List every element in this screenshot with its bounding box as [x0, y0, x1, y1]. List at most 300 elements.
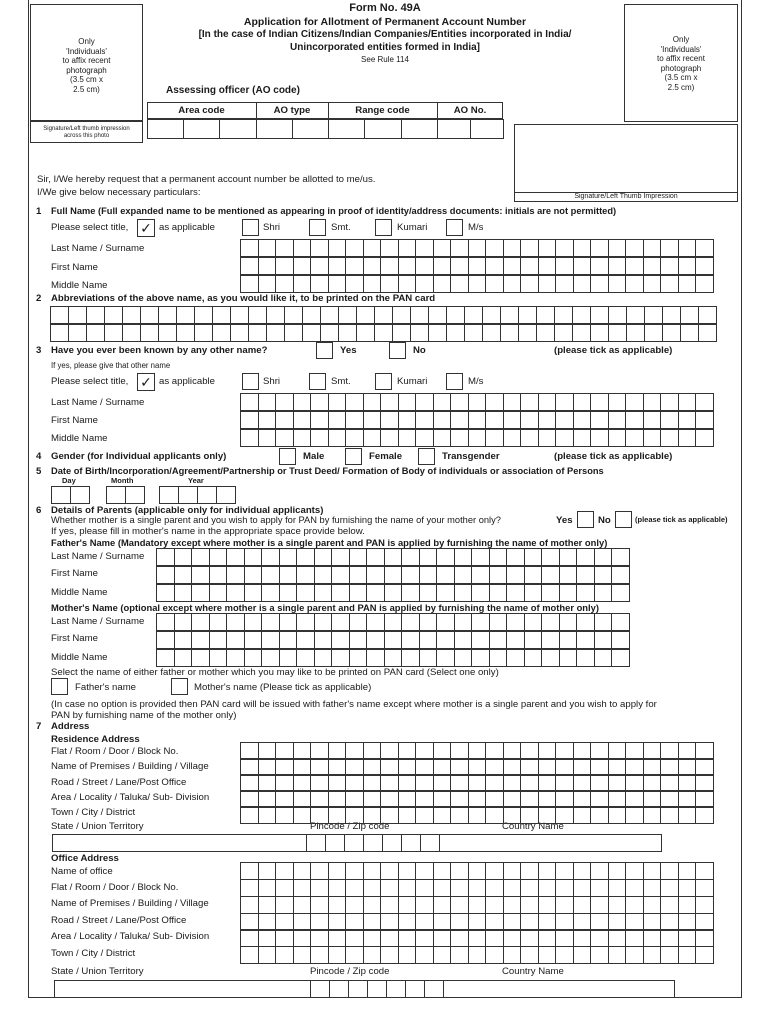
char-cell[interactable]	[402, 649, 420, 667]
char-cell[interactable]	[241, 257, 259, 275]
char-cell[interactable]	[385, 584, 403, 602]
other-middle-name-boxes[interactable]	[240, 429, 714, 447]
char-cell[interactable]	[402, 584, 420, 602]
char-cell[interactable]	[626, 806, 644, 824]
char-cell[interactable]	[367, 631, 385, 649]
char-cell[interactable]	[434, 429, 452, 447]
char-cell[interactable]	[696, 411, 714, 429]
char-cell[interactable]	[241, 879, 259, 897]
other-name-no-checkbox[interactable]	[389, 342, 406, 359]
char-cell[interactable]	[627, 324, 645, 342]
char-cell[interactable]	[311, 429, 329, 447]
char-cell[interactable]	[311, 879, 329, 897]
char-cell[interactable]	[661, 879, 679, 897]
char-cell[interactable]	[385, 548, 403, 566]
char-cell[interactable]	[245, 631, 263, 649]
gender-transgender-checkbox[interactable]	[418, 448, 435, 465]
char-cell[interactable]	[612, 613, 630, 631]
char-cell[interactable]	[280, 548, 298, 566]
char-cell[interactable]	[609, 239, 627, 257]
char-cell[interactable]	[696, 896, 714, 914]
char-cell[interactable]	[329, 257, 347, 275]
char-cell[interactable]	[192, 613, 210, 631]
char-cell[interactable]	[175, 548, 193, 566]
char-cell[interactable]	[416, 946, 434, 964]
mother-last-name-boxes[interactable]	[156, 613, 630, 631]
char-cell[interactable]	[504, 896, 522, 914]
char-cell[interactable]	[612, 631, 630, 649]
char-cell[interactable]	[420, 584, 438, 602]
char-cell[interactable]	[595, 649, 613, 667]
char-cell[interactable]	[346, 393, 364, 411]
char-cell[interactable]	[241, 896, 259, 914]
char-cell[interactable]	[577, 649, 595, 667]
char-cell[interactable]	[364, 806, 382, 824]
char-cell[interactable]	[294, 429, 312, 447]
char-cell[interactable]	[455, 584, 473, 602]
char-cell[interactable]	[411, 324, 429, 342]
char-cell[interactable]	[577, 613, 595, 631]
char-cell[interactable]	[521, 239, 539, 257]
char-cell[interactable]	[399, 393, 417, 411]
char-cell[interactable]	[539, 429, 557, 447]
char-cell[interactable]	[381, 862, 399, 880]
char-cell[interactable]	[177, 306, 195, 324]
char-cell[interactable]	[210, 584, 228, 602]
char-cell[interactable]	[385, 649, 403, 667]
char-cell[interactable]	[245, 566, 263, 584]
char-cell[interactable]	[276, 257, 294, 275]
char-cell[interactable]	[364, 257, 382, 275]
char-cell[interactable]	[364, 239, 382, 257]
char-cell[interactable]	[399, 946, 417, 964]
char-cell[interactable]	[504, 862, 522, 880]
char-cell[interactable]	[297, 548, 315, 566]
char-cell[interactable]	[105, 324, 123, 342]
char-cell[interactable]	[627, 306, 645, 324]
char-cell[interactable]	[51, 306, 69, 324]
office-area-boxes[interactable]	[240, 929, 714, 947]
char-cell[interactable]	[402, 613, 420, 631]
char-cell[interactable]	[539, 239, 557, 257]
char-cell[interactable]	[210, 631, 228, 649]
char-cell[interactable]	[420, 649, 438, 667]
char-cell[interactable]	[525, 649, 543, 667]
char-cell[interactable]	[259, 862, 277, 880]
char-cell[interactable]	[437, 548, 455, 566]
char-cell[interactable]	[346, 257, 364, 275]
char-cell[interactable]	[609, 806, 627, 824]
char-cell[interactable]	[490, 566, 508, 584]
char-cell[interactable]	[504, 239, 522, 257]
char-cell[interactable]	[560, 584, 578, 602]
char-cell[interactable]	[332, 631, 350, 649]
char-cell[interactable]	[591, 306, 609, 324]
char-cell[interactable]	[315, 649, 333, 667]
office-town-boxes[interactable]	[240, 946, 714, 964]
char-cell[interactable]	[626, 929, 644, 947]
char-cell[interactable]	[157, 631, 175, 649]
char-cell[interactable]	[661, 257, 679, 275]
char-cell[interactable]	[241, 929, 259, 947]
char-cell[interactable]	[297, 631, 315, 649]
char-cell[interactable]	[612, 548, 630, 566]
char-cell[interactable]	[434, 862, 452, 880]
char-cell[interactable]	[645, 324, 663, 342]
char-cell[interactable]	[280, 649, 298, 667]
char-cell[interactable]	[679, 239, 697, 257]
char-cell[interactable]	[311, 946, 329, 964]
char-cell[interactable]	[696, 239, 714, 257]
char-cell[interactable]	[437, 566, 455, 584]
char-cell[interactable]	[472, 631, 490, 649]
char-cell[interactable]	[591, 393, 609, 411]
char-cell[interactable]	[276, 239, 294, 257]
char-cell[interactable]	[451, 929, 469, 947]
char-cell[interactable]	[192, 631, 210, 649]
char-cell[interactable]	[696, 946, 714, 964]
char-cell[interactable]	[367, 566, 385, 584]
char-cell[interactable]	[537, 324, 555, 342]
char-cell[interactable]	[259, 429, 277, 447]
char-cell[interactable]	[399, 879, 417, 897]
char-cell[interactable]	[420, 631, 438, 649]
char-cell[interactable]	[285, 306, 303, 324]
char-cell[interactable]	[329, 275, 347, 293]
char-cell[interactable]	[437, 631, 455, 649]
char-cell[interactable]	[416, 806, 434, 824]
char-cell[interactable]	[577, 548, 595, 566]
char-cell[interactable]	[367, 649, 385, 667]
dob-year-boxes[interactable]	[159, 486, 236, 504]
char-cell[interactable]	[245, 584, 263, 602]
char-cell[interactable]	[469, 257, 487, 275]
char-cell[interactable]	[469, 275, 487, 293]
char-cell[interactable]	[241, 429, 259, 447]
char-cell[interactable]	[451, 862, 469, 880]
char-cell[interactable]	[259, 946, 277, 964]
char-cell[interactable]	[679, 862, 697, 880]
char-cell[interactable]	[661, 862, 679, 880]
char-cell[interactable]	[626, 393, 644, 411]
char-cell[interactable]	[315, 566, 333, 584]
char-cell[interactable]	[595, 584, 613, 602]
char-cell[interactable]	[490, 649, 508, 667]
char-cell[interactable]	[87, 324, 105, 342]
char-cell[interactable]	[679, 929, 697, 947]
char-cell[interactable]	[367, 548, 385, 566]
char-cell[interactable]	[262, 649, 280, 667]
char-cell[interactable]	[542, 566, 560, 584]
char-cell[interactable]	[175, 566, 193, 584]
char-cell[interactable]	[490, 548, 508, 566]
char-cell[interactable]	[469, 411, 487, 429]
char-cell[interactable]	[375, 324, 393, 342]
char-cell[interactable]	[364, 862, 382, 880]
char-cell[interactable]	[560, 649, 578, 667]
char-cell[interactable]	[679, 257, 697, 275]
char-cell[interactable]	[259, 257, 277, 275]
char-cell[interactable]	[192, 566, 210, 584]
char-cell[interactable]	[591, 879, 609, 897]
char-cell[interactable]	[399, 411, 417, 429]
char-cell[interactable]	[332, 566, 350, 584]
char-cell[interactable]	[626, 429, 644, 447]
char-cell[interactable]	[661, 275, 679, 293]
char-cell[interactable]	[381, 393, 399, 411]
char-cell[interactable]	[609, 324, 627, 342]
char-cell[interactable]	[469, 862, 487, 880]
char-cell[interactable]	[192, 584, 210, 602]
char-cell[interactable]	[402, 566, 420, 584]
char-cell[interactable]	[644, 257, 662, 275]
char-cell[interactable]	[504, 411, 522, 429]
char-cell[interactable]	[609, 275, 627, 293]
char-cell[interactable]	[350, 649, 368, 667]
title-kumari-checkbox[interactable]	[375, 219, 392, 236]
char-cell[interactable]	[577, 631, 595, 649]
char-cell[interactable]	[591, 806, 609, 824]
char-cell[interactable]	[537, 306, 555, 324]
char-cell[interactable]	[311, 806, 329, 824]
char-cell[interactable]	[486, 896, 504, 914]
char-cell[interactable]	[644, 275, 662, 293]
char-cell[interactable]	[644, 879, 662, 897]
single-mother-yes-checkbox[interactable]	[577, 511, 594, 528]
char-cell[interactable]	[416, 929, 434, 947]
char-cell[interactable]	[141, 324, 159, 342]
char-cell[interactable]	[591, 896, 609, 914]
mother-first-name-boxes[interactable]	[156, 631, 630, 649]
char-cell[interactable]	[681, 306, 699, 324]
char-cell[interactable]	[486, 879, 504, 897]
char-cell[interactable]	[626, 257, 644, 275]
char-cell[interactable]	[381, 411, 399, 429]
char-cell[interactable]	[297, 566, 315, 584]
char-cell[interactable]	[267, 324, 285, 342]
char-cell[interactable]	[332, 649, 350, 667]
char-cell[interactable]	[539, 879, 557, 897]
char-cell[interactable]	[159, 324, 177, 342]
char-cell[interactable]	[486, 429, 504, 447]
char-cell[interactable]	[521, 896, 539, 914]
char-cell[interactable]	[245, 649, 263, 667]
char-cell[interactable]	[357, 324, 375, 342]
char-cell[interactable]	[420, 613, 438, 631]
char-cell[interactable]	[465, 324, 483, 342]
char-cell[interactable]	[626, 239, 644, 257]
char-cell[interactable]	[311, 239, 329, 257]
char-cell[interactable]	[241, 946, 259, 964]
char-cell[interactable]	[175, 584, 193, 602]
char-cell[interactable]	[539, 257, 557, 275]
char-cell[interactable]	[416, 896, 434, 914]
char-cell[interactable]	[521, 257, 539, 275]
char-cell[interactable]	[612, 584, 630, 602]
char-cell[interactable]	[556, 862, 574, 880]
abbreviation-row-1[interactable]	[50, 306, 717, 324]
char-cell[interactable]	[434, 896, 452, 914]
char-cell[interactable]	[416, 862, 434, 880]
char-cell[interactable]	[375, 306, 393, 324]
char-cell[interactable]	[294, 806, 312, 824]
char-cell[interactable]	[455, 548, 473, 566]
other-first-name-boxes[interactable]	[240, 411, 714, 429]
char-cell[interactable]	[141, 306, 159, 324]
char-cell[interactable]	[556, 393, 574, 411]
char-cell[interactable]	[329, 806, 347, 824]
char-cell[interactable]	[285, 324, 303, 342]
char-cell[interactable]	[539, 806, 557, 824]
char-cell[interactable]	[451, 429, 469, 447]
char-cell[interactable]	[241, 806, 259, 824]
char-cell[interactable]	[262, 566, 280, 584]
char-cell[interactable]	[644, 411, 662, 429]
char-cell[interactable]	[259, 806, 277, 824]
char-cell[interactable]	[276, 896, 294, 914]
char-cell[interactable]	[434, 411, 452, 429]
char-cell[interactable]	[591, 929, 609, 947]
char-cell[interactable]	[574, 946, 592, 964]
char-cell[interactable]	[560, 566, 578, 584]
char-cell[interactable]	[556, 275, 574, 293]
char-cell[interactable]	[192, 548, 210, 566]
char-cell[interactable]	[294, 879, 312, 897]
char-cell[interactable]	[346, 429, 364, 447]
char-cell[interactable]	[626, 879, 644, 897]
char-cell[interactable]	[210, 548, 228, 566]
char-cell[interactable]	[591, 429, 609, 447]
char-cell[interactable]	[420, 566, 438, 584]
char-cell[interactable]	[259, 411, 277, 429]
char-cell[interactable]	[542, 613, 560, 631]
char-cell[interactable]	[399, 896, 417, 914]
char-cell[interactable]	[574, 239, 592, 257]
char-cell[interactable]	[469, 879, 487, 897]
char-cell[interactable]	[429, 324, 447, 342]
char-cell[interactable]	[539, 393, 557, 411]
char-cell[interactable]	[556, 946, 574, 964]
char-cell[interactable]	[311, 275, 329, 293]
char-cell[interactable]	[303, 324, 321, 342]
char-cell[interactable]	[451, 896, 469, 914]
char-cell[interactable]	[574, 896, 592, 914]
char-cell[interactable]	[434, 239, 452, 257]
char-cell[interactable]	[451, 879, 469, 897]
middle-name-boxes[interactable]	[240, 275, 714, 293]
res-pincode-boxes[interactable]	[306, 834, 440, 852]
char-cell[interactable]	[574, 411, 592, 429]
char-cell[interactable]	[429, 306, 447, 324]
char-cell[interactable]	[227, 631, 245, 649]
char-cell[interactable]	[679, 896, 697, 914]
title-smt-checkbox[interactable]	[309, 373, 326, 390]
office-name-boxes[interactable]	[240, 862, 714, 880]
other-name-yes-checkbox[interactable]	[316, 342, 333, 359]
char-cell[interactable]	[346, 896, 364, 914]
char-cell[interactable]	[696, 257, 714, 275]
char-cell[interactable]	[486, 393, 504, 411]
last-name-boxes[interactable]	[240, 239, 714, 257]
char-cell[interactable]	[399, 257, 417, 275]
office-premises-boxes[interactable]	[240, 896, 714, 914]
char-cell[interactable]	[227, 649, 245, 667]
char-cell[interactable]	[486, 946, 504, 964]
char-cell[interactable]	[262, 631, 280, 649]
char-cell[interactable]	[434, 929, 452, 947]
char-cell[interactable]	[556, 239, 574, 257]
char-cell[interactable]	[329, 239, 347, 257]
char-cell[interactable]	[447, 306, 465, 324]
photo-box-right[interactable]	[624, 4, 738, 122]
char-cell[interactable]	[609, 862, 627, 880]
char-cell[interactable]	[525, 613, 543, 631]
char-cell[interactable]	[591, 275, 609, 293]
char-cell[interactable]	[381, 275, 399, 293]
char-cell[interactable]	[294, 929, 312, 947]
char-cell[interactable]	[339, 324, 357, 342]
char-cell[interactable]	[329, 929, 347, 947]
char-cell[interactable]	[297, 649, 315, 667]
char-cell[interactable]	[644, 929, 662, 947]
char-cell[interactable]	[574, 806, 592, 824]
char-cell[interactable]	[297, 613, 315, 631]
char-cell[interactable]	[434, 806, 452, 824]
char-cell[interactable]	[521, 929, 539, 947]
char-cell[interactable]	[455, 613, 473, 631]
char-cell[interactable]	[486, 275, 504, 293]
char-cell[interactable]	[455, 631, 473, 649]
char-cell[interactable]	[276, 862, 294, 880]
char-cell[interactable]	[420, 548, 438, 566]
char-cell[interactable]	[469, 239, 487, 257]
char-cell[interactable]	[577, 584, 595, 602]
char-cell[interactable]	[609, 306, 627, 324]
first-name-boxes[interactable]	[240, 257, 714, 275]
char-cell[interactable]	[329, 879, 347, 897]
char-cell[interactable]	[679, 806, 697, 824]
char-cell[interactable]	[573, 324, 591, 342]
char-cell[interactable]	[644, 806, 662, 824]
office-pincode-boxes[interactable]	[310, 980, 444, 998]
char-cell[interactable]	[231, 324, 249, 342]
char-cell[interactable]	[123, 324, 141, 342]
char-cell[interactable]	[210, 566, 228, 584]
char-cell[interactable]	[486, 239, 504, 257]
char-cell[interactable]	[455, 649, 473, 667]
char-cell[interactable]	[696, 429, 714, 447]
char-cell[interactable]	[451, 411, 469, 429]
char-cell[interactable]	[393, 324, 411, 342]
char-cell[interactable]	[416, 429, 434, 447]
char-cell[interactable]	[644, 862, 662, 880]
char-cell[interactable]	[157, 584, 175, 602]
char-cell[interactable]	[315, 548, 333, 566]
char-cell[interactable]	[297, 584, 315, 602]
char-cell[interactable]	[521, 393, 539, 411]
char-cell[interactable]	[329, 393, 347, 411]
char-cell[interactable]	[699, 306, 717, 324]
char-cell[interactable]	[591, 324, 609, 342]
char-cell[interactable]	[696, 862, 714, 880]
char-cell[interactable]	[315, 613, 333, 631]
char-cell[interactable]	[437, 613, 455, 631]
char-cell[interactable]	[157, 548, 175, 566]
char-cell[interactable]	[294, 257, 312, 275]
char-cell[interactable]	[245, 548, 263, 566]
char-cell[interactable]	[507, 613, 525, 631]
char-cell[interactable]	[679, 411, 697, 429]
